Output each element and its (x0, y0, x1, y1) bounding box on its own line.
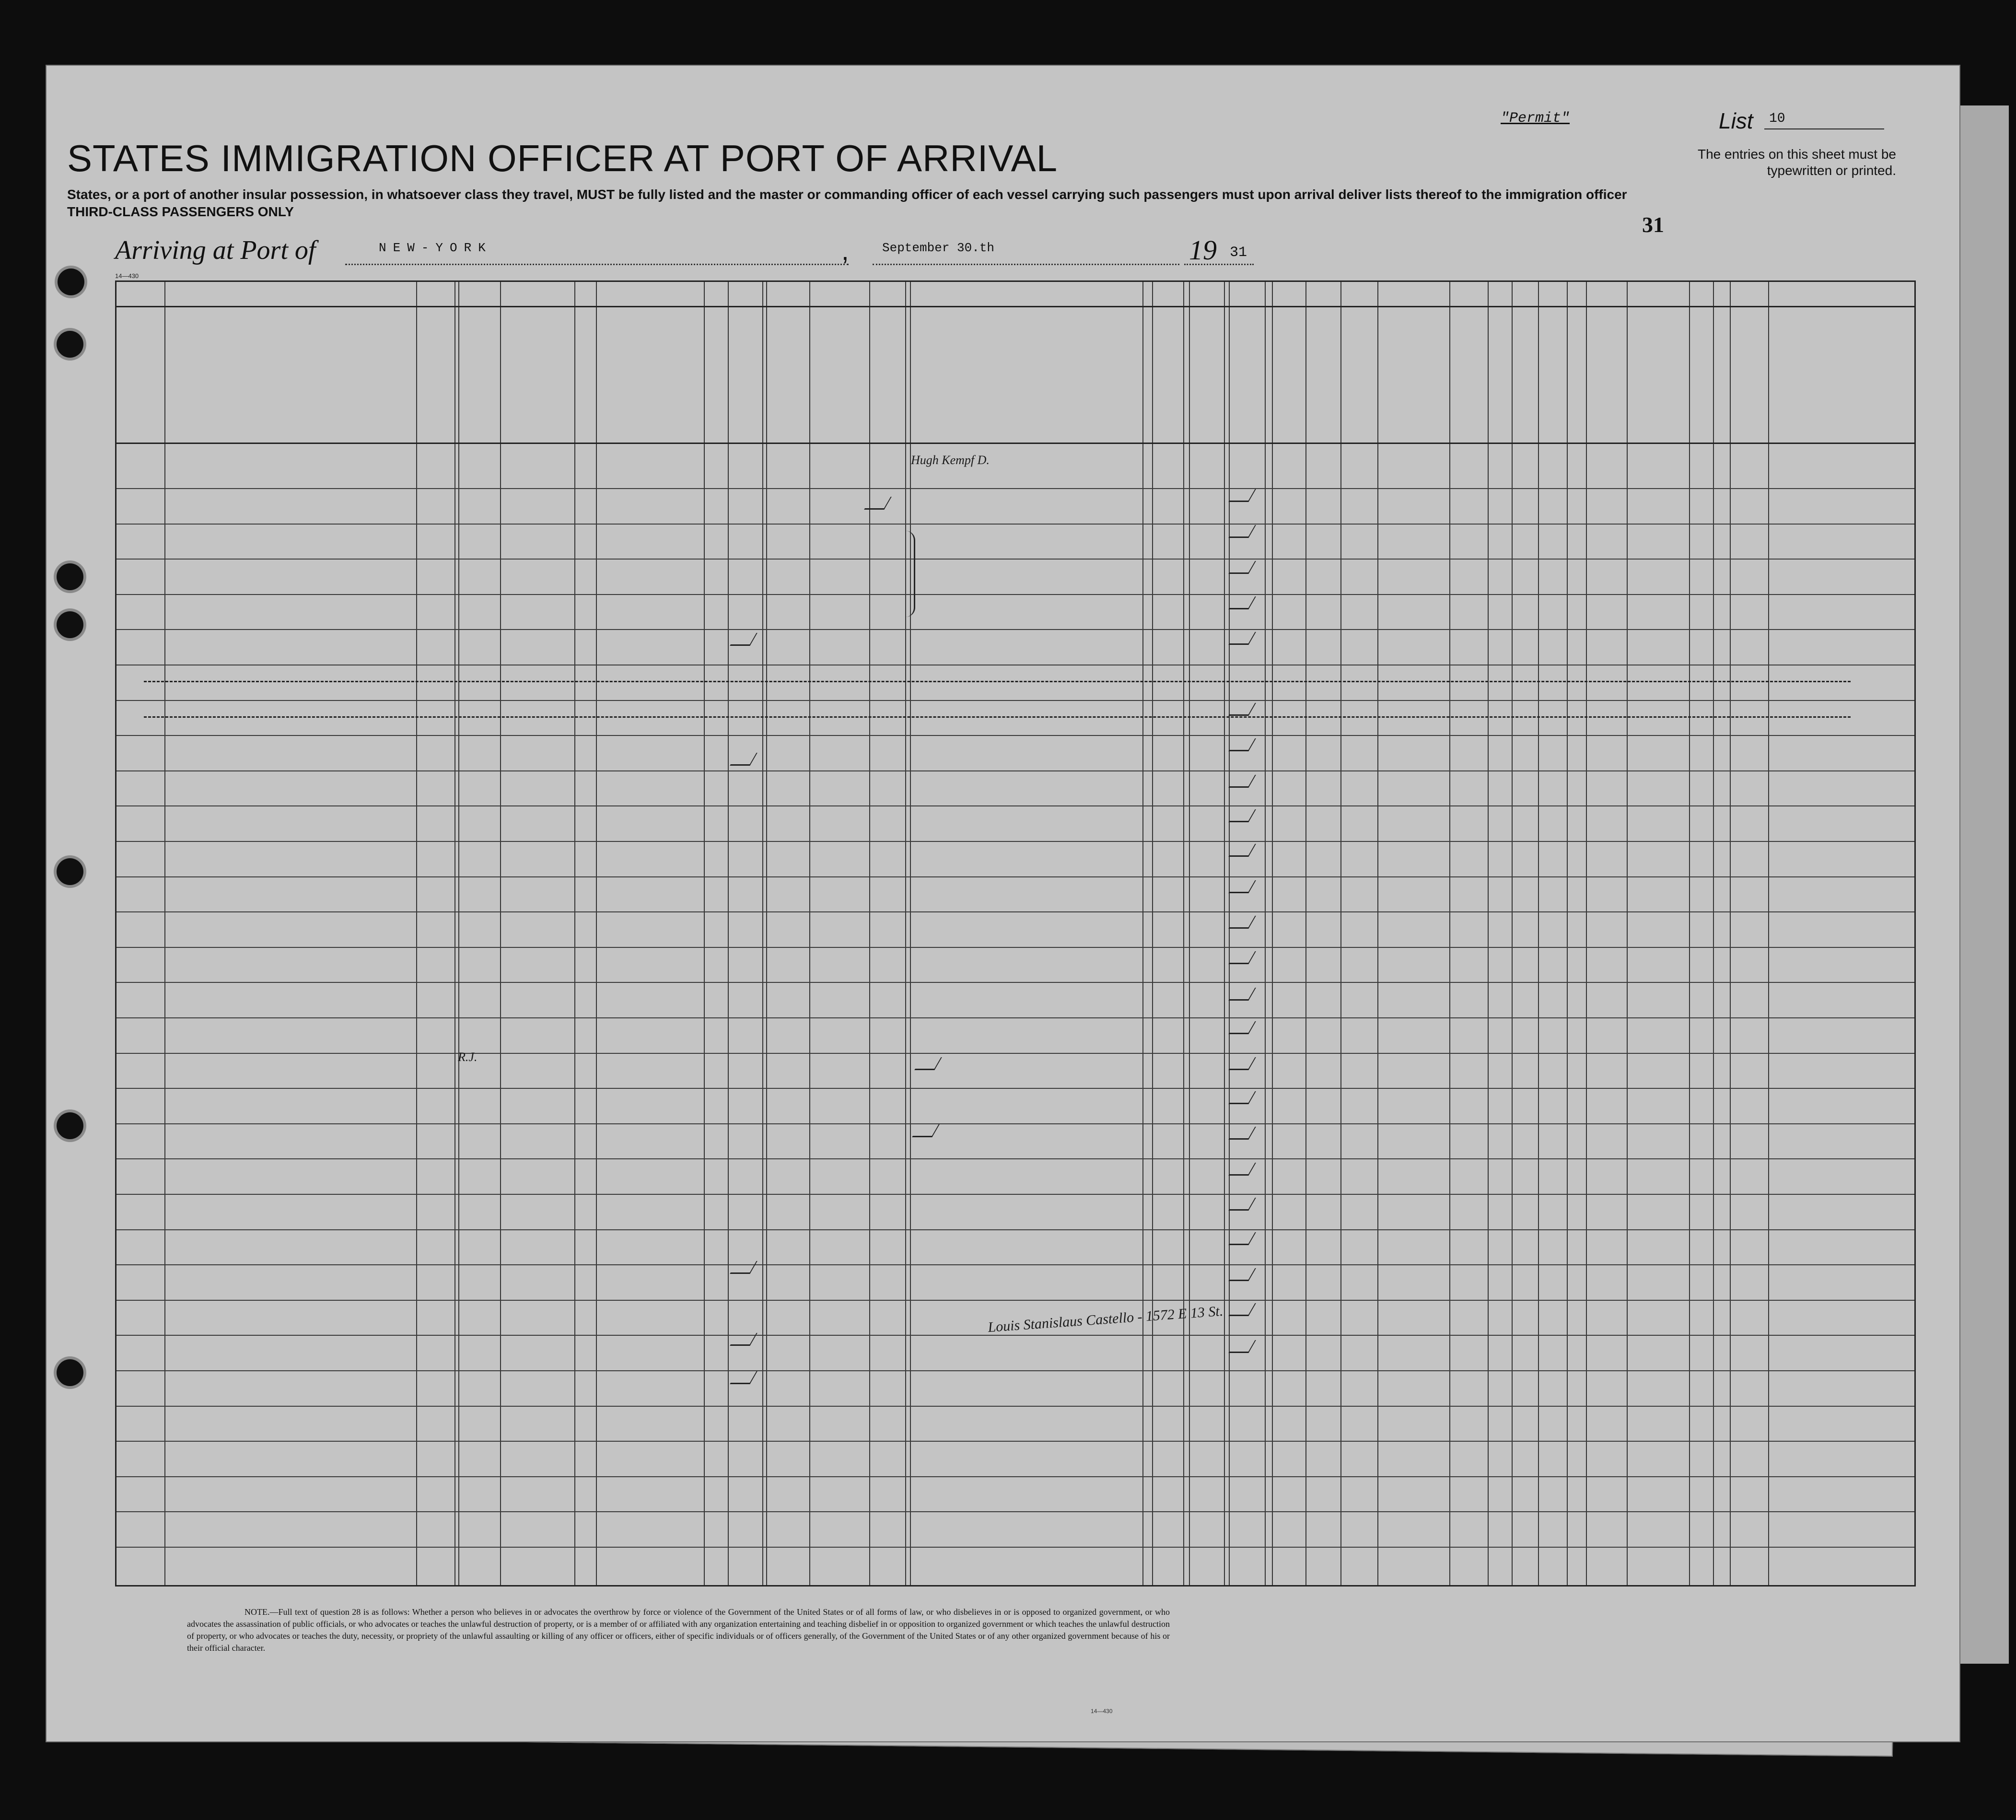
column-divider (1189, 282, 1190, 1585)
row-rule (117, 982, 1914, 983)
header-bottom-rule (117, 443, 1914, 444)
column-divider (728, 282, 729, 1585)
row-rule (117, 876, 1914, 877)
row-rule (117, 1335, 1914, 1336)
row-rule (117, 1264, 1914, 1265)
port-line (345, 264, 849, 265)
column-divider (1627, 282, 1628, 1585)
arriving-label: Arriving at Port of (115, 235, 316, 265)
column-divider (1689, 282, 1690, 1585)
list-number: 10 (1769, 111, 1785, 126)
entries-note: The entries on this sheet must be typewritten or printed. (1698, 147, 1896, 178)
class-line: THIRD-CLASS PASSENGERS ONLY (67, 204, 294, 219)
row-rule (117, 947, 1914, 948)
header-rule (117, 306, 1914, 307)
row-rule (117, 1123, 1914, 1124)
year-prefix: 19 (1189, 234, 1217, 266)
row-rule (117, 1370, 1914, 1371)
row-strikethrough (144, 716, 1851, 718)
column-divider (1586, 282, 1587, 1585)
column-divider (574, 282, 575, 1585)
row-rule (117, 1406, 1914, 1407)
comma: , (841, 235, 849, 266)
column-divider (458, 282, 459, 1585)
column-divider (1142, 282, 1143, 1585)
column-divider (1538, 282, 1539, 1585)
permit-stamp: "Permit" (1501, 110, 1570, 127)
row-rule (117, 1194, 1914, 1195)
column-divider (416, 282, 417, 1585)
form-line-number: 14—430 (115, 272, 139, 280)
punch-hole (57, 611, 83, 638)
row-rule (117, 488, 1914, 489)
row-rule (117, 1476, 1914, 1477)
column-divider (454, 282, 455, 1585)
punch-hole (57, 331, 83, 358)
row-rule (117, 700, 1914, 701)
row-rule (117, 841, 1914, 842)
column-divider (596, 282, 597, 1585)
column-divider (869, 282, 870, 1585)
year-suffix: 31 (1230, 245, 1247, 261)
row-rule (117, 1158, 1914, 1159)
list-label: List (1719, 108, 1753, 133)
column-divider (905, 282, 906, 1585)
column-divider (1183, 282, 1184, 1585)
row-rule (117, 594, 1914, 595)
punch-hole (57, 563, 83, 590)
column-divider (1377, 282, 1378, 1585)
column-divider (1730, 282, 1731, 1585)
row-strikethrough (144, 681, 1851, 682)
date-line (873, 264, 1179, 265)
row-rule (117, 1441, 1914, 1442)
column-divider (762, 282, 763, 1585)
column-divider (1229, 282, 1230, 1585)
adjacent-sheet-edge (1956, 105, 2009, 1664)
column-divider (1152, 282, 1153, 1585)
row-rule (117, 629, 1914, 630)
punch-hole (57, 1359, 83, 1386)
column-divider (1488, 282, 1489, 1585)
column-divider (704, 282, 705, 1585)
punch-hole (57, 1112, 83, 1139)
column-divider (1768, 282, 1769, 1585)
row-bracket (905, 531, 915, 617)
row-rule (117, 1229, 1914, 1230)
page-number: 31 (1642, 212, 1664, 237)
column-divider (809, 282, 810, 1585)
row-rule (117, 1300, 1914, 1301)
row-rule (117, 1088, 1914, 1089)
column-divider (1224, 282, 1225, 1585)
punch-hole (57, 858, 83, 885)
column-divider (1567, 282, 1568, 1585)
row-rule (117, 911, 1914, 912)
row-rule (117, 1547, 1914, 1548)
row-rule (117, 524, 1914, 525)
list-line (1764, 128, 1884, 129)
row-rule (117, 735, 1914, 736)
column-divider (164, 282, 165, 1585)
handwritten-state-mark: R.J. (458, 1050, 478, 1064)
arrival-date: September 30.th (882, 241, 995, 255)
footnote: NOTE.—Full text of question 28 is as follows: Whether a person who believes in or advocates the overthrow by force or violence of the Government of the United States or of all forms of law, or who disbelieves in or is opposed to organized government, or who advocates the assassination of public officials, or who advocates or teaches the unlawful destruction of property, or is a member of or affiliated with any organization entertaining and teaching disbelief in or opposition to organized government or which teaches the unlawful destruction of property, or who advocates or teaches the duty, necessity, or propriety of the unlawful assaulting or killing of any officer or officers, either of specific individuals or of officers generally, of the Government of the United States or of any other organized government because of his or their official character. (187, 1607, 1170, 1653)
column-divider (1340, 282, 1341, 1585)
handwritten-note-row24: Louis Stanislaus Castello - 1572 E 13 St. (987, 1303, 1224, 1336)
column-divider (1272, 282, 1273, 1585)
row-rule (117, 1017, 1914, 1018)
port-value: NEW-YORK (379, 241, 492, 255)
handwritten-note-row1: Hugh Kempf D. (911, 453, 990, 467)
row-rule (117, 805, 1914, 806)
column-divider (1305, 282, 1306, 1585)
column-divider (1449, 282, 1450, 1585)
column-divider (1713, 282, 1714, 1585)
column-divider (1265, 282, 1266, 1585)
footnote-code: 14—430 (1091, 1708, 1113, 1715)
manifest-table (115, 280, 1916, 1587)
year-line (1184, 264, 1254, 265)
column-divider (1512, 282, 1513, 1585)
form-subtitle: States, or a port of another insular possession, in whatsoever class they travel, MUST be fully listed and the master or commanding officer of each vessel carrying such passengers must upon arrival deliver lists thereof to the immigration officer (67, 187, 1627, 202)
row-rule (117, 1053, 1914, 1054)
column-divider (766, 282, 767, 1585)
column-divider (500, 282, 501, 1585)
row-rule (117, 1511, 1914, 1512)
column-divider (910, 282, 911, 1585)
punch-hole (58, 268, 84, 295)
form-title: STATES IMMIGRATION OFFICER AT PORT OF ARRIVAL (67, 137, 1058, 179)
row-rule (117, 770, 1914, 771)
row-rule (117, 559, 1914, 560)
